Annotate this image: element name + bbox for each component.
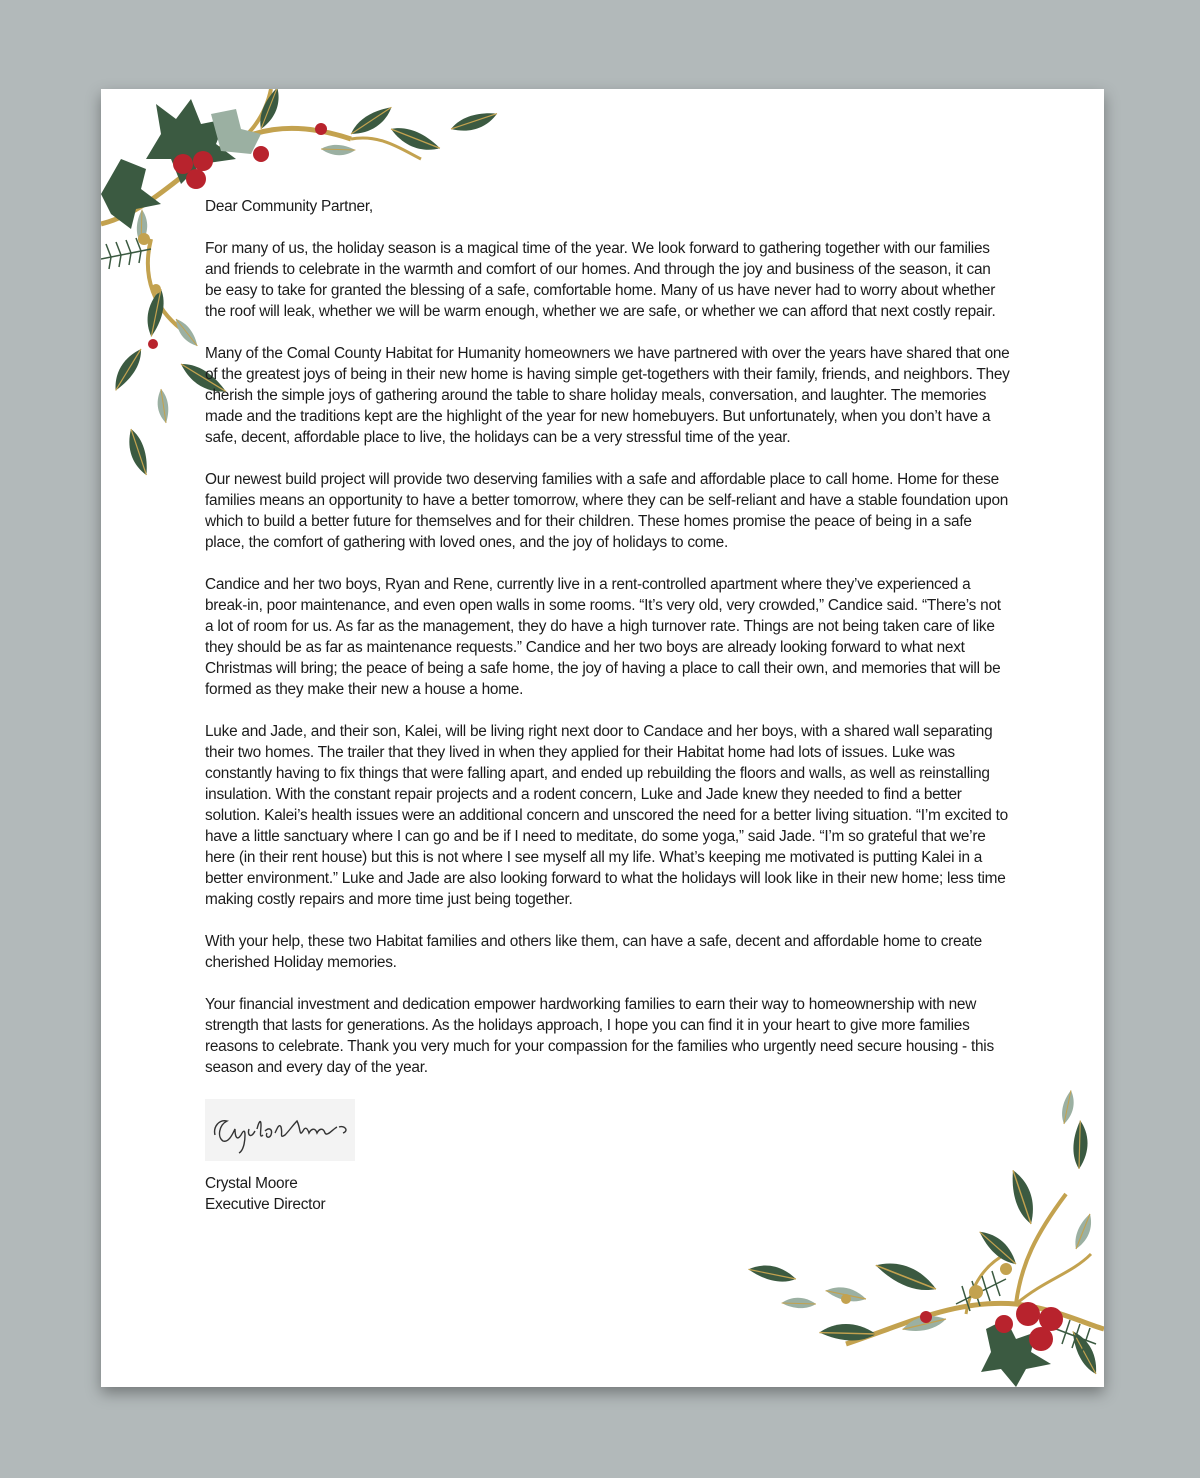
paragraph-5: Luke and Jade, and their son, Kalei, will be living right next door to Candace and her boys, with a shared wall separating their two homes. The trailer that they lived in when they applied for their Habitat home had lots of issues. Luke was constantly having to fix things that were falling apart, and ended up rebuilding the floors and walls, as well as reinstalling insulation. With the constant repair projects and a rodent concern, Luke and Jade knew they needed to find a better solution. Kalei’s health issues were an additional concern and unscored the need for a better living situation. “I’m excited to have a little sanctuary where I can go and be if I need to meditate, do some yoga,” said Jade. “I’m so grateful that we’re here (in their rent house) but this is not where I see myself all my life. What’s keeping me motivated is putting Kalei in a better environment.” Luke and Jade are also looking forward to what the holidays will look like in their new home; less time making costly repairs and more time just being together. [205,723,1008,908]
handwritten-signature [205,1099,355,1161]
paragraph-3: Our newest build project will provide two deserving families with a safe and affordable place to call home. Home for these families means an opportunity to have a better tomorrow, where they can be self-reliant and have a stable foundation upon which to build a better future for themselves and for their children. These homes promise the peace of being in a safe place, the comfort of gathering with loved ones, and the joy of holidays to come. [205,471,1009,551]
signer-name: Crystal Moore [205,1175,298,1192]
paragraph-7: Your financial investment and dedication empower hardworking families to earn their way to homeownership with new strength that lasts for generations. As the holidays approach, I hope you can find it in your heart to give more families reasons to celebrate. Thank you very much for your compassion for the families who urgently need secure housing - this season and every day of the year. [205,996,994,1076]
salutation: Dear Community Partner, [205,198,373,215]
paragraph-4: Candice and her two boys, Ryan and Rene, currently live in a rent-controlled apartment where they’ve experienced a break-in, poor maintenance, and even open walls in some rooms. “It’s very old, very crowded,” Candice said. “There’s not a lot of room for us. As far as the management, they do have a high turnover rate. Things are not being taken care of like they should be as far as maintenance requests.” Candice and her two boys are already looking forward to what next Christmas will bring; the peace of being a safe home, the joy of having a place to call their own, and memories that will be formed as they make their new a house a home. [205,576,1001,698]
paragraph-2: Many of the Comal County Habitat for Humanity homeowners we have partnered with over the years have shared that one of the greatest joys of being in their new home is having simple get-togethers with their family, friends, and neighbors. They cherish the simple joys of gathering around the table to share holiday meals, conversation, and laughter. The memories made and the traditions kept are the highlight of the year for new homebuyers. But unfortunately, when you don’t have a safe, decent, affordable place to live, the holidays can be a very stressful time of the year. [205,345,1010,446]
paragraph-6: With your help, these two Habitat families and others like them, can have a safe, decent and affordable home to create cherished Holiday memories. [205,933,982,971]
signer-title: Executive Director [205,1196,326,1213]
letter-page [101,89,1104,1387]
paragraph-1: For many of us, the holiday season is a magical time of the year. We look forward to gathering together with our families and friends to celebrate in the warmth and comfort of our homes. And through the joy and business of the season, it can be easy to take for granted the blessing of a safe, comfortable home. Many of us have never had to worry about whether the roof will leak, whether we will be warm enough, whether we are safe, or whether we can afford that next costly repair. [205,240,996,320]
letter-body [205,196,1010,1215]
